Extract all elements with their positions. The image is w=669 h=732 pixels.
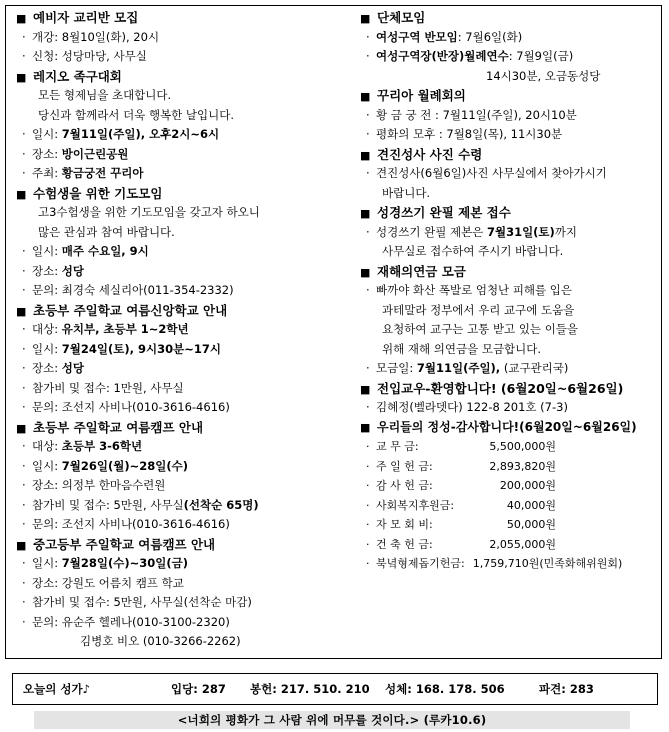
- text: 대상:: [32, 439, 62, 453]
- dot-bullet: ·: [22, 127, 26, 141]
- text: 초등부 주일학교 여름캠프 안내: [33, 419, 204, 435]
- dot-bullet: ·: [22, 497, 26, 512]
- square-bullet-icon: ■: [16, 421, 27, 435]
- text: 7월11일(주일), 오후2시~6시: [61, 127, 220, 141]
- section-group-meetings: [360, 8, 660, 86]
- offering-label: 교 무 금:: [376, 440, 419, 453]
- info-line: 위해 재해 의연금을 모금합니다.: [382, 341, 542, 356]
- text: 장소:: [32, 361, 62, 375]
- square-bullet-icon: ■: [16, 70, 27, 84]
- info-line: [16, 340, 351, 360]
- dot-bullet: ·: [366, 224, 370, 239]
- text: 여성구역 반모임: [376, 29, 458, 44]
- text: 참가비 및 접수: 5만원, 사무실: [32, 497, 184, 512]
- dot-bullet: ·: [366, 361, 370, 375]
- info-line: 요청하여 교구는 고통 받고 있는 이들을: [382, 322, 579, 336]
- dot-bullet: ·: [366, 107, 370, 122]
- text: 초등부 3-6학년: [61, 439, 143, 453]
- text: 장소:: [32, 146, 62, 161]
- section-catechumen: [16, 8, 351, 67]
- dot-bullet: ·: [22, 244, 26, 258]
- dot-bullet: ·: [366, 283, 370, 297]
- info-line: [16, 164, 351, 184]
- dot-bullet: ·: [22, 556, 26, 570]
- section-disaster-relief: [360, 262, 660, 379]
- info-line: 과테말라 정부에서 우리 교구에 도움을: [382, 302, 575, 317]
- text: 장소: 의정부 한마음수련원: [32, 478, 166, 492]
- info-line: 김병호 비오 (010-3266-2262): [80, 634, 241, 648]
- text: 문의: 최경숙 세실리아(011-354-2332): [32, 283, 234, 297]
- info-line: [16, 145, 351, 165]
- offering-amount: 40,000원: [506, 498, 556, 512]
- offering-amount: 5,500,000원: [489, 440, 556, 453]
- dot-bullet: ·: [22, 439, 26, 453]
- section-title: [360, 418, 660, 438]
- text: 신청: 성당마당, 사무실: [32, 49, 147, 63]
- info-line: [16, 398, 351, 418]
- text: 성경쓰기 완필 제본 접수: [377, 205, 511, 220]
- text: 견진성사 사진 수령: [377, 146, 483, 162]
- text: 성당: [61, 263, 84, 278]
- text: 황금궁전 꾸리아: [61, 166, 144, 180]
- info-line: [360, 281, 660, 301]
- text: 까지: [554, 224, 578, 239]
- square-bullet-icon: ■: [16, 12, 27, 25]
- square-bullet-icon: ■: [360, 90, 371, 103]
- dot-bullet: ·: [366, 49, 370, 63]
- info-line: [16, 28, 351, 48]
- text: 전입교우-환영합니다! (6월20일~6월26일): [377, 380, 624, 396]
- info-line: [16, 554, 351, 574]
- dot-bullet: ·: [22, 614, 26, 629]
- offering-row: · 자 모 회 비: 50,000원: [360, 515, 660, 535]
- info-line: 고3수험생을 위한 기도모임을 갖고자 하오니: [38, 205, 260, 219]
- dot-bullet: ·: [22, 400, 26, 414]
- dot-bullet: ·: [22, 166, 26, 180]
- info-line: [16, 457, 351, 477]
- info-line: [16, 320, 351, 340]
- dot-bullet: ·: [22, 575, 26, 590]
- text: 유치부, 초등부 1~2학년: [61, 322, 189, 336]
- info-line: [16, 593, 351, 613]
- hymn-entrance: 입당: 287: [171, 682, 226, 696]
- info-line: [16, 574, 351, 594]
- text: 일시:: [32, 556, 62, 570]
- dot-bullet: ·: [22, 361, 26, 375]
- info-line: [360, 47, 660, 67]
- text: 장소: 강원도 어름치 캠프 학교: [32, 575, 184, 590]
- text: 일시:: [32, 127, 62, 141]
- text: 일시:: [32, 244, 62, 258]
- offering-row: · 사회복지후원금: 40,000원: [360, 496, 660, 516]
- section-new-parishioners: [360, 379, 660, 418]
- text: 문의: 유순주 헬레나(010-3100-2320): [32, 614, 230, 629]
- info-line: [16, 515, 351, 535]
- dot-bullet: ·: [22, 263, 26, 278]
- section-bible-copy: [360, 203, 660, 262]
- offering-row-north: · 북녘형제돕기헌금: 1,759,710원 (민족화해위원회): [366, 557, 623, 570]
- info-line: [360, 359, 660, 379]
- info-line: [16, 47, 351, 67]
- text: (교구관리국): [500, 361, 569, 375]
- offering-label: 주 일 헌 금:: [376, 459, 433, 473]
- dot-bullet: ·: [22, 341, 26, 356]
- hymn-recessional: 파견: 283: [539, 682, 594, 696]
- dot-bullet: ·: [22, 283, 26, 297]
- text: : 7월9일(금): [508, 49, 574, 63]
- info-line: [360, 28, 660, 48]
- text: 대상:: [32, 322, 62, 336]
- dot-bullet: ·: [22, 517, 26, 531]
- text: 7월24일(토), 9시30분~17시: [61, 341, 221, 356]
- offering-row: · 교 무 금: 5,500,000원: [360, 437, 660, 457]
- info-line: 많은 관심과 참여 바랍니다.: [38, 224, 175, 239]
- info-line: [16, 281, 351, 301]
- section-title: [16, 535, 351, 555]
- square-bullet-icon: ■: [360, 382, 371, 396]
- text: 우리들의 정성-감사합니다!(6월20일~6월26일): [377, 419, 637, 434]
- text: 문의: 조선지 사비나(010-3616-4616): [32, 517, 230, 531]
- info-line: [16, 613, 351, 633]
- text: 방이근린공원: [61, 146, 129, 161]
- square-bullet-icon: ■: [360, 12, 371, 25]
- square-bullet-icon: ■: [360, 420, 371, 434]
- dot-bullet: ·: [22, 380, 26, 395]
- info-line: [16, 125, 351, 145]
- text: 여성구역장(반장)월례연수: [376, 49, 509, 63]
- info-line: [16, 476, 351, 496]
- section-confirmation-photos: [360, 145, 660, 204]
- text: 모금일:: [376, 361, 417, 375]
- text: 7월26일(월)~28일(수): [61, 458, 188, 473]
- dot-bullet: ·: [22, 595, 26, 609]
- info-line: [16, 262, 351, 282]
- info-line: [360, 398, 660, 418]
- dot-bullet: ·: [22, 458, 26, 473]
- hymn-label: 오늘의 성가♪: [23, 682, 90, 696]
- section-title: [16, 67, 351, 87]
- info-line: [16, 437, 351, 457]
- square-bullet-icon: ■: [16, 538, 27, 552]
- hymn-offertory: 봉헌: 217. 510. 210: [250, 682, 370, 696]
- offering-row: · 감 사 헌 금: 200,000원: [360, 476, 660, 496]
- offering-list: [360, 437, 660, 554]
- text: 7월31일(토): [486, 224, 555, 239]
- text: 일시:: [32, 458, 62, 473]
- section-title: [16, 8, 351, 28]
- offering-amount: 2,055,000원: [489, 537, 556, 551]
- section-title: [360, 203, 660, 223]
- info-line: [360, 223, 660, 243]
- text: 견진성사(6월6일)사진 사무실에서 찾아가시기: [376, 166, 607, 180]
- info-line: [360, 106, 660, 126]
- text: 황 금 궁 전 : 7월11일(주일), 20시10분: [376, 107, 577, 122]
- text: 7월11일(주일),: [416, 361, 501, 375]
- info-line: [16, 359, 351, 379]
- offering-label: 자 모 회 비:: [376, 518, 433, 531]
- section-elementary-camp: [16, 418, 351, 535]
- section-title: [360, 86, 660, 106]
- info-line: [360, 164, 660, 184]
- text: 평화의 모후 : 7월8일(목), 11시30분: [376, 127, 563, 141]
- square-bullet-icon: ■: [360, 207, 371, 220]
- dot-bullet: ·: [366, 127, 370, 141]
- info-line: [360, 125, 660, 145]
- info-line: [16, 242, 351, 262]
- text: 주최:: [32, 166, 62, 180]
- square-bullet-icon: ■: [16, 304, 27, 318]
- scripture-verse: <너희의 평화가 그 사람 위에 머무를 것이다.> (루카10.6): [34, 711, 630, 729]
- offering-label: 감 사 헌 금:: [376, 479, 433, 492]
- text: 장소:: [32, 263, 62, 278]
- left-column: [16, 8, 351, 652]
- dot-bullet: ·: [22, 146, 26, 161]
- text: 꾸리아 월례회의: [377, 88, 466, 103]
- square-bullet-icon: ■: [16, 187, 27, 201]
- section-title: [360, 8, 660, 28]
- hymn-communion: 성체: 168. 178. 506: [385, 682, 505, 696]
- text: 참가비 및 접수: 1만원, 사무실: [32, 380, 184, 395]
- info-line: 14시30분, 오금동성당: [486, 68, 601, 83]
- text: 7월28일(수)~30일(금): [61, 556, 188, 570]
- offering-row: · 주 일 헌 금: 2,893,820원: [360, 457, 660, 477]
- dot-bullet: ·: [22, 29, 26, 44]
- text: 빠까야 화산 폭발로 엄청난 피해를 입은: [376, 283, 573, 297]
- section-exam-prayer: [16, 184, 351, 301]
- text: 수험생을 위한 기도모임: [33, 185, 163, 201]
- text: : 7월6일(화): [457, 29, 523, 44]
- text: 레지오 족구대회: [33, 68, 122, 84]
- section-footvolley: [16, 67, 351, 184]
- section-title: [360, 379, 660, 399]
- offering-amount: 200,000원: [499, 479, 556, 492]
- offering-row: · 건 축 헌 금: 2,055,000원: [360, 535, 660, 555]
- section-title: [360, 262, 660, 282]
- text: 성당: [61, 361, 84, 375]
- info-line: 사무실로 접수하여 주시기 바랍니다.: [382, 244, 564, 258]
- text: 중고등부 주일학교 여름캠프 안내: [33, 536, 216, 552]
- section-title: [16, 418, 351, 438]
- text: 일시:: [32, 341, 62, 356]
- info-line: 모든 형제님을 초대합니다.: [38, 88, 172, 102]
- dot-bullet: ·: [22, 478, 26, 492]
- text: 성경쓰기 완필 제본은: [376, 224, 487, 239]
- info-line: [16, 379, 351, 399]
- section-curia-meeting: [360, 86, 660, 145]
- dot-bullet: ·: [366, 166, 370, 180]
- text: 김혜정(벨라뎃다) 122-8 201호 (7-3): [376, 400, 568, 414]
- info-line: 당신과 함께라서 더욱 행복한 날입니다.: [38, 107, 235, 122]
- dot-bullet: ·: [22, 322, 26, 336]
- text: 초등부 주일학교 여름신앙학교 안내: [33, 302, 228, 318]
- text: 단체모임: [377, 10, 426, 25]
- offering-amount: 2,893,820원: [489, 459, 556, 473]
- section-title: [16, 301, 351, 321]
- offering-label: 건 축 헌 금:: [376, 537, 433, 551]
- info-line: 바랍니다.: [382, 185, 431, 200]
- dot-bullet: ·: [366, 29, 370, 44]
- square-bullet-icon: ■: [360, 265, 371, 279]
- text: 재해의연금 모금: [377, 263, 466, 279]
- section-title: [360, 145, 660, 165]
- dot-bullet: ·: [22, 49, 26, 63]
- offering-label: 사회복지후원금:: [376, 498, 455, 512]
- square-bullet-icon: ■: [360, 148, 371, 162]
- hymn-bar: [12, 673, 658, 705]
- text: (선착순 65명): [183, 497, 259, 512]
- dot-bullet: ·: [366, 400, 370, 414]
- section-middle-high-camp: [16, 535, 351, 652]
- section-offerings: [360, 418, 660, 574]
- section-title: [16, 184, 351, 204]
- offering-amount: 50,000원: [506, 518, 556, 531]
- right-column: [360, 8, 660, 574]
- section-summer-faith-school: [16, 301, 351, 418]
- text: 참가비 및 접수: 5만원, 사무실(선착순 마감): [32, 595, 252, 609]
- text: 개강: 8월10일(화), 20시: [32, 29, 160, 44]
- text: 매주 수요일, 9시: [61, 244, 149, 258]
- text: 예비자 교리반 모집: [33, 10, 139, 25]
- info-line: [16, 496, 351, 516]
- text: 문의: 조선지 사비나(010-3616-4616): [32, 400, 230, 414]
